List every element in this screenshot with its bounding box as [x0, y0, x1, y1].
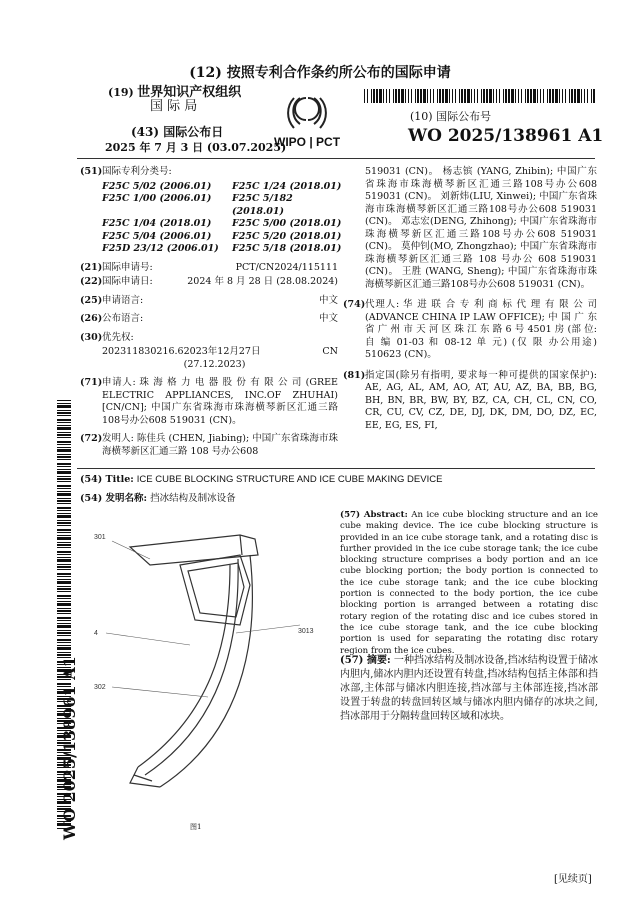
field-71-number: (71) — [80, 377, 103, 388]
field-30-label: 优先权: — [102, 331, 134, 343]
class-item: F25C 5/182 (2018.01) — [232, 193, 293, 217]
agent: 代理人: 华 进 联 合 专 利 商 标 代 理 有 限 公 司 (ADVANCE CHINA IP LAW OFFICE); 中 国 广 东 省 广 州 市 天 河 区 珠 江 东 路 6 号 4501 房 (部 位: 自 编 01-03 和 08-12 单 元) (仅 限 办公用途) 510623 (CN)。 — [365, 299, 597, 360]
figure-label-3013: 3013 — [298, 628, 314, 635]
class-item: F25D 23/12 (2006.01) — [102, 243, 219, 254]
designated-states: 指定国(除另有指明, 要求每一种可提供的国家保护): AE, AG, AL, AM, AO, AT, AU, AZ, BA, BB, BG, BH, BN, BR, BW, BY, BZ, CA, CH, CL, CN, CO, CR, CU, CV, CZ, DE, DJ, DK, DM, DO, DZ, EC, EE, EG, ES, FI, — [365, 369, 597, 431]
abstract-en-prefix: (57) Abstract: — [340, 510, 408, 520]
org-code: (19) — [108, 86, 134, 99]
class-item: F25C 1/00 (2006.01) — [102, 193, 212, 204]
wipo-logo-text: WIPO | PCT — [274, 135, 341, 149]
inventors-continued: 519031 (CN)。 杨志镔 (YANG, Zhibin); 中国广东省珠海市珠海横琴新区汇通三路108号办公608 519031 (CN)。 刘新炜(LIU, Xinwei); 中国广东省珠海市珠海横琴新区汇通三路108号办公608 519031 (CN)。 邓志宏(DENG, Zhihong); 中国广东省珠海市珠海横琴新区汇通三路108号办公608 519031 (CN)。 莫仲钊(MO, Zhongzhao); 中国广东省珠海市珠海横琴新区汇通三路 108 号办公 608 519031 (CN)。 王胜 (WANG, Sheng); 中国广东省珠海市珠海横琴新区汇通三路108号办公608 519031 (CN)。 — [365, 166, 597, 290]
bibliographic-column-right — [343, 166, 597, 434]
field-22-label: 国际申请日: — [102, 276, 153, 287]
field-25-number: (25) — [80, 294, 103, 306]
title-en-text: ICE CUBE BLOCKING STRUCTURE AND ICE CUBE MAKING DEVICE — [136, 474, 443, 485]
field-26-number: (26) — [80, 313, 103, 324]
figure-1 — [90, 525, 320, 815]
abstract-zh-text: 一种挡冰结构及制冰设备,挡冰结构设置于储冰内胆内,储冰内胆内还设置有转盘,挡冰结构包括主体部和挡冰部,主体部与储冰内胆连接,挡冰部与主体部连接,挡冰部设置于转盘的转盘回转区域与储冰内胆内储存的冰块之间,挡冰部用于分隔转盘回转区域和冰块。 — [340, 655, 598, 722]
barcode — [364, 88, 596, 102]
organization-block — [108, 86, 241, 114]
org-name: 世界知识产权组织 — [137, 85, 242, 100]
field-81-number: (81) — [343, 369, 366, 381]
abstract-en — [340, 510, 598, 657]
divider-top — [77, 158, 595, 159]
org-bureau: 国 际 局 — [150, 99, 198, 114]
bibliographic-column-left — [80, 166, 342, 460]
figure-label-4: 4 — [94, 630, 98, 637]
publication-number: WO 2025/138961 A1 — [408, 126, 604, 146]
publication-number-label: (10) 国际公布号 — [410, 110, 492, 123]
class-item: F25C 5/02 (2006.01) — [102, 180, 212, 192]
continued-note: [见续页] — [554, 874, 592, 885]
title-zh-text: 挡冰结构及制冰设备 — [150, 493, 236, 504]
field-21-value: PCT/CN2024/115111 — [235, 261, 338, 273]
class-item: F25C 5/18 (2018.01) — [232, 243, 342, 254]
publication-date-label: (43) 国际公布日 — [131, 125, 224, 139]
abstract-zh-prefix: (57) 摘要: — [340, 655, 391, 666]
class-item: F25C 1/04 (2018.01) — [102, 218, 212, 229]
document-title: (12) 按照专利合作条约所公布的国际申请 — [189, 65, 451, 81]
figure-label-302: 302 — [94, 684, 106, 691]
side-publication-number: WO 2025/138961 A1 — [60, 656, 79, 840]
figure-caption: 图1 — [190, 823, 202, 831]
priority-application: 202311830216.6 — [102, 346, 184, 357]
field-26-value: 中文 — [318, 313, 338, 324]
publication-date: 2025 年 7 月 3 日 (03.07.2025) — [105, 141, 287, 154]
field-26-label: 公布语言: — [102, 313, 144, 324]
field-30-number: (30) — [80, 331, 103, 343]
title-zh — [80, 490, 236, 504]
priority-country: CN — [322, 346, 338, 357]
title-zh-prefix: (54) 发明名称: — [80, 493, 148, 504]
divider-middle — [77, 468, 595, 469]
field-25-label: 申请语言: — [102, 294, 144, 306]
class-item: F25C 5/00 (2018.01) — [232, 218, 342, 229]
field-51-number: (51) — [80, 166, 103, 177]
class-item: F25C 5/04 (2006.01) — [102, 230, 212, 242]
class-item: F25C 5/20 (2018.01) — [232, 230, 342, 242]
applicant: 申请人: 珠 海 格 力 电 器 股 份 有 限 公 司 (GREE ELECTRIC APPLIANCES, INC.OF ZHUHAI) [CN/CN]; 中国广东省珠海市珠海横琴新区汇通三路108号办公608 519031 (CN)。 — [102, 377, 338, 426]
wipo-logo — [260, 92, 370, 152]
figure-label-301: 301 — [94, 534, 106, 541]
title-en-prefix: (54) Title: — [80, 474, 134, 485]
abstract-en-text: An ice cube blocking structure and an ice cube making device. The ice cube blocking structure is provided in an ice cube storage tank, and a rotating disc is further provided in the ice cube storage tank; the ice cube blocking structure comprises a body portion and an ice cube blocking portion; the body portion is connected to the ice cube storage tank; and the ice cube blocking portion is connected to the body portion, the ice cube blocking portion is arranged between a rotating disc rotary region of the rotating disc and ice cubes stored in the ice cube storage tank, and the ice cube blocking portion is used for separating the rotating disc rotary region from the ice cubes. — [340, 510, 599, 656]
field-21-number: (21) — [80, 261, 103, 273]
field-74-number: (74) — [343, 299, 366, 310]
abstract-zh — [340, 654, 598, 724]
field-72-number: (72) — [80, 433, 103, 444]
inventors: 发明人: 陈佳兵 (CHEN, Jiabing); 中国广东省珠海市珠海横琴新区汇通三路 108 号办公608 — [102, 433, 338, 457]
field-22-value: 2024 年 8 月 28 日 (28.08.2024) — [187, 276, 338, 287]
field-25-value: 中文 — [318, 294, 338, 306]
field-22-number: (22) — [80, 276, 103, 287]
field-51-label: 国际专利分类号: — [102, 166, 172, 177]
classification-list — [80, 180, 342, 256]
title-en — [80, 474, 442, 485]
class-item: F25C 1/24 (2018.01) — [232, 180, 342, 192]
field-21-label: 国际申请号: — [102, 261, 153, 273]
priority-date: 2023年12月27日 (27.12.2023) — [183, 346, 261, 370]
